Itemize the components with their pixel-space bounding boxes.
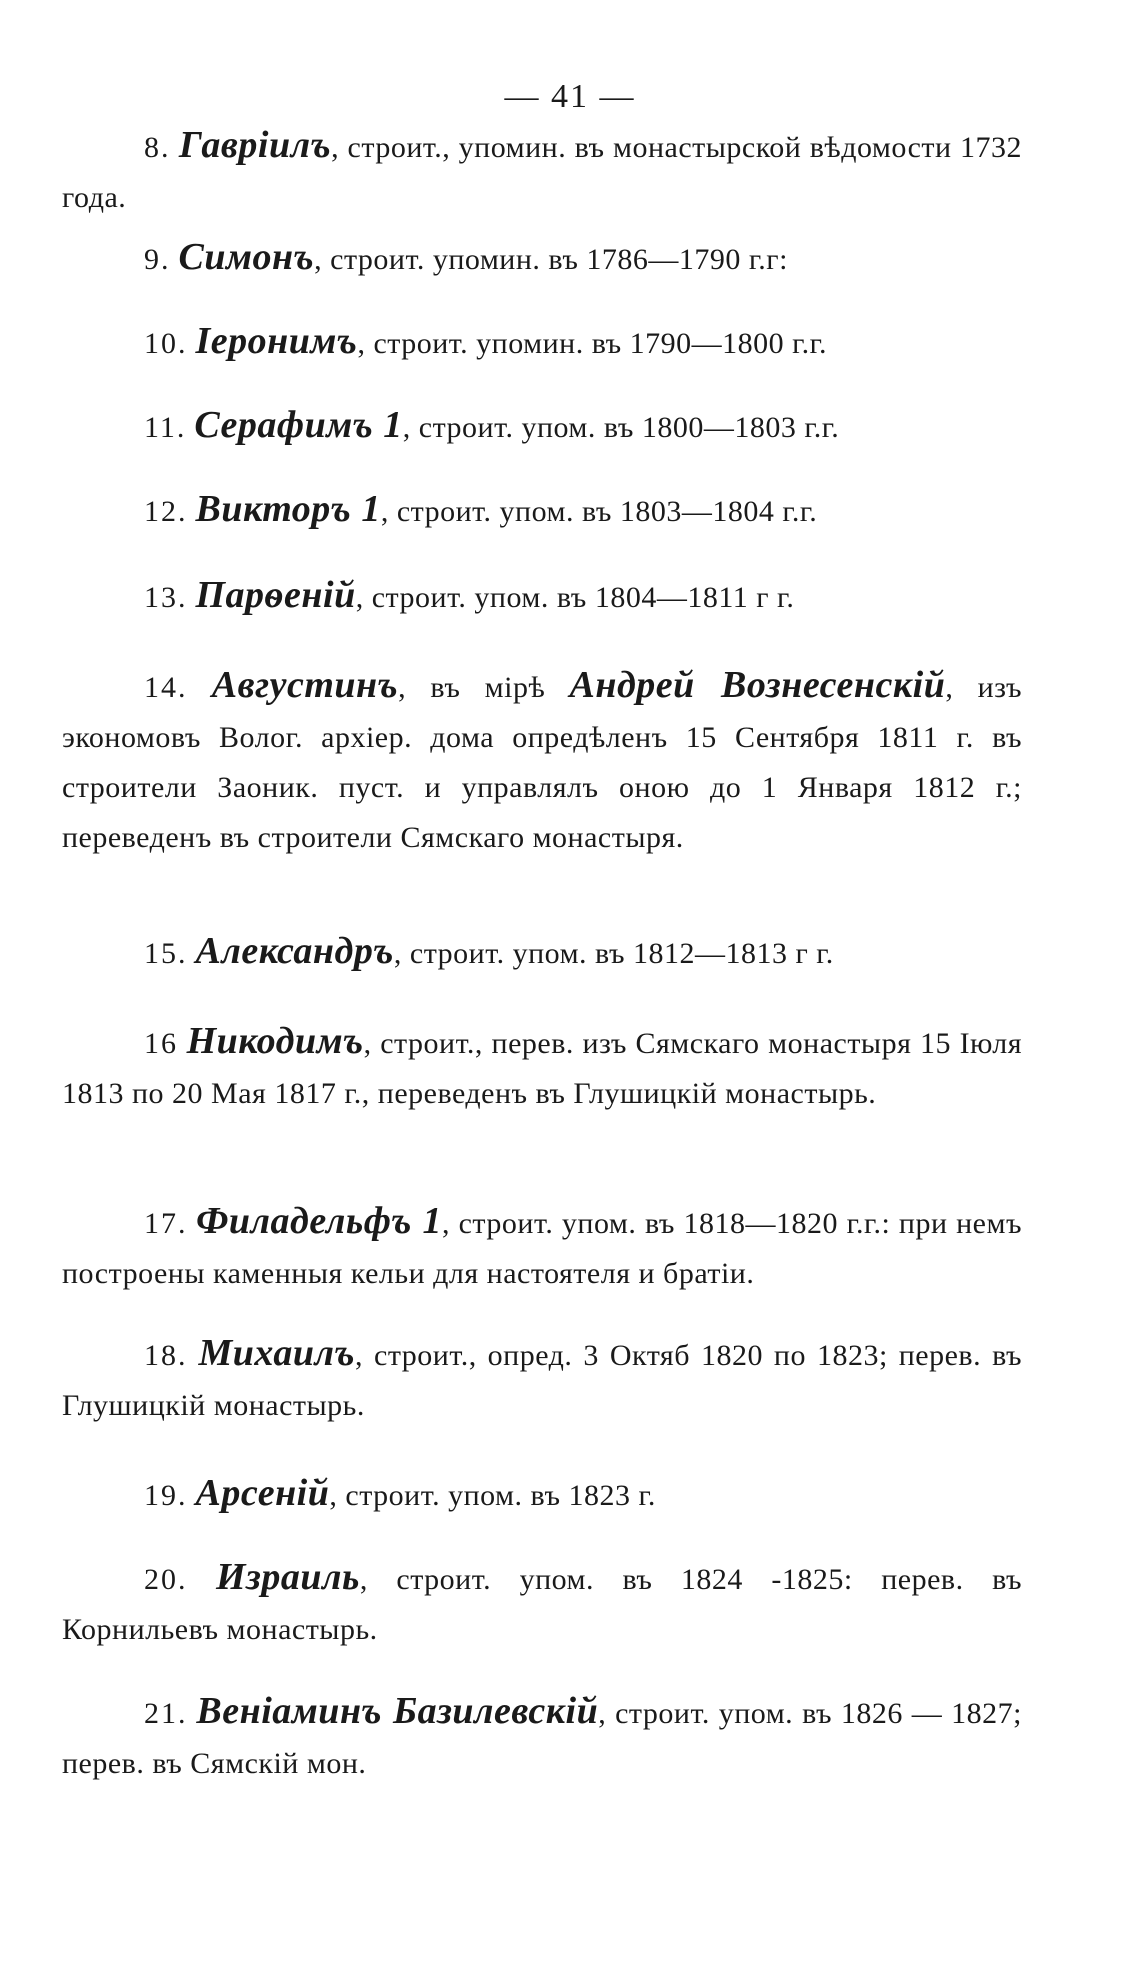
entry-text: , строит. упом. въ 1803—1804 г.г.	[380, 495, 818, 528]
entry-12	[62, 484, 1022, 537]
entry-number: 12.	[144, 495, 188, 528]
entry-number: 9.	[144, 243, 171, 276]
entry-9	[62, 232, 1022, 285]
entry-18	[62, 1328, 1022, 1431]
entry-text: , строит. упом. въ 1804—1811 г г.	[355, 581, 795, 614]
entry-number: 17.	[144, 1207, 188, 1240]
entry-number: 19.	[144, 1479, 188, 1512]
entry-number: 20.	[144, 1563, 188, 1596]
entry-number: 21.	[144, 1697, 188, 1730]
entry-name: Викторъ 1	[195, 488, 381, 530]
entry-name: Августинъ	[211, 664, 399, 706]
entry-14	[62, 660, 1022, 863]
entry-name: Серафимъ 1	[194, 404, 403, 446]
entry-number: 18.	[144, 1339, 188, 1372]
entry-name: Симонъ	[178, 236, 315, 278]
entry-text: , строит. упомин. въ 1790—1800 г.г.	[357, 327, 827, 360]
entry-number: 13.	[144, 581, 188, 614]
entry-number: 16	[144, 1027, 178, 1060]
entry-17	[62, 1196, 1022, 1299]
entry-name: Парѳеній	[195, 574, 356, 616]
entry-10	[62, 316, 1022, 369]
entry-name: Александръ	[195, 930, 394, 972]
entry-text-a: , въ мірѣ	[398, 671, 570, 704]
entry-name: Филадельфъ 1	[196, 1200, 443, 1242]
entry-number: 15.	[144, 937, 188, 970]
entry-11	[62, 400, 1022, 453]
entry-name: Веніаминъ Базилевскій	[196, 1690, 599, 1732]
entry-name: Израиль	[216, 1556, 360, 1598]
entry-number: 10.	[144, 327, 188, 360]
entry-name: Іеронимъ	[195, 320, 358, 362]
page-number: — 41 —	[504, 78, 636, 115]
entry-19	[62, 1468, 1022, 1521]
entry-16	[62, 1016, 1022, 1119]
entry-secular-name: Андрей Вознесенскій	[569, 664, 946, 706]
entry-text: , строит. упом. въ 1812—1813 г г.	[393, 937, 834, 970]
entry-name: Никодимъ	[186, 1020, 364, 1062]
entry-13	[62, 570, 1022, 623]
entry-number: 11.	[144, 411, 187, 444]
entry-8	[62, 120, 1022, 223]
entry-text: , строит., перев. изъ Сямскаго монастыря 15 Іюля 1813 по 20 Мая 1817 г., переведенъ въ Глушицкій монастырь.	[62, 1027, 1022, 1110]
entry-name: Арсеній	[195, 1472, 330, 1514]
entry-name: Михаилъ	[198, 1332, 356, 1374]
entry-text: , строит. упом. въ 1823 г.	[329, 1479, 656, 1512]
entry-name: Гавріилъ	[178, 124, 332, 166]
entry-text: , строит. упом. въ 1826 — 1827; перев. въ Сямскій мон.	[62, 1697, 1023, 1780]
entry-text: , строит. упом. въ 1824 -1825: перев. въ Корнильевъ монастырь.	[62, 1563, 1023, 1646]
entry-text: , строит., упомин. въ монастырской вѣдомости 1732 года.	[62, 131, 1023, 214]
entry-20	[62, 1552, 1022, 1655]
entry-number: 8.	[144, 131, 171, 164]
entry-text: , строит. упом. въ 1818—1820 г.г.: при немъ построены каменныя кельи для настоятеля и братіи.	[62, 1207, 1022, 1290]
entry-text: , строит. упом. въ 1800—1803 г.г.	[402, 411, 840, 444]
entry-number: 14.	[144, 671, 188, 704]
entry-15	[62, 926, 1022, 979]
entry-text: , изъ экономовъ Волог. архіер. дома опредѣленъ 15 Сентября 1811 г. въ строители Заоник. пуст. и управлялъ оною до 1 Января 1812 г.; переведенъ въ строители Сямскаго монастыря.	[62, 671, 1023, 854]
entry-21	[62, 1686, 1022, 1789]
entry-text: , строит., опред. 3 Октяб 1820 по 1823; перев. въ Глушицкій монастырь.	[62, 1339, 1022, 1422]
entry-text: , строит. упомин. въ 1786—1790 г.г:	[314, 243, 788, 276]
